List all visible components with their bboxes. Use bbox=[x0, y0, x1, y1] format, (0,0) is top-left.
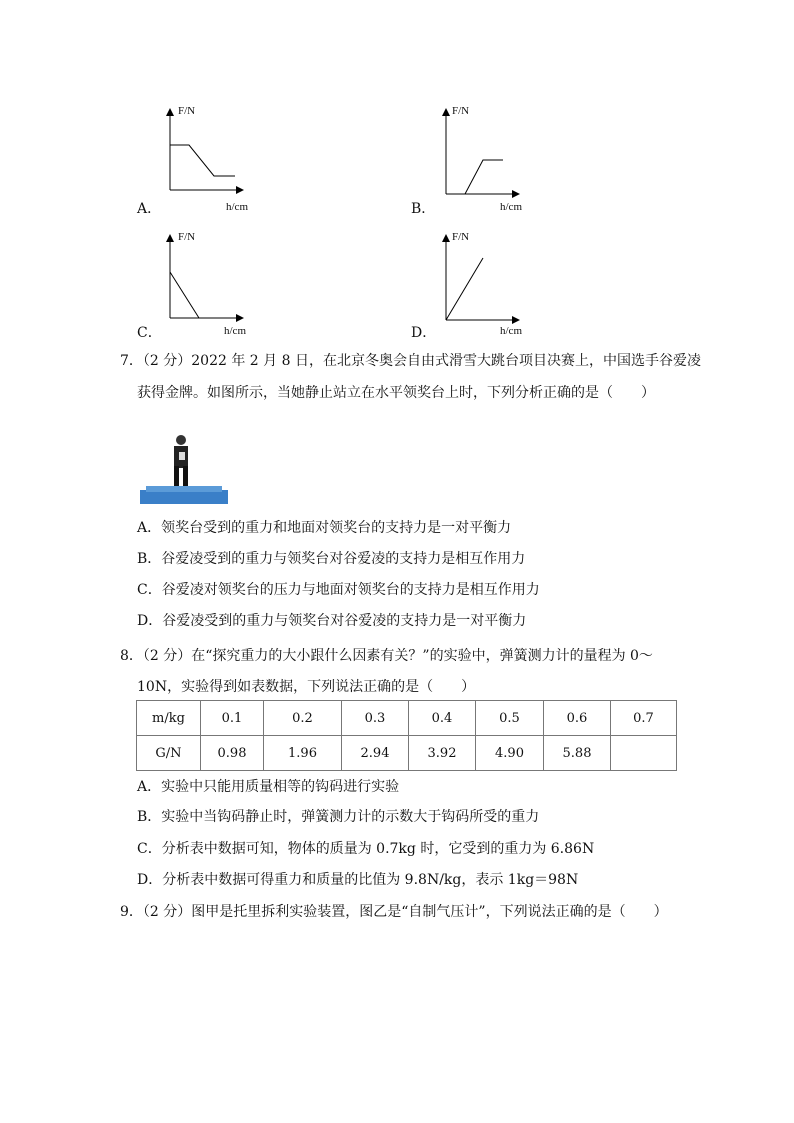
graph-c-letter: C． bbox=[137, 325, 162, 341]
table-cell bbox=[611, 736, 677, 771]
table-cell: 4.90 bbox=[476, 736, 544, 771]
q7-option-d: D．谷爱凌受到的重力与领奖台对谷爱凌的支持力是一对平衡力 bbox=[137, 613, 527, 629]
data-table bbox=[136, 700, 677, 771]
q7-option-c: C．谷爱凌对领奖台的压力与地面对领奖台的支持力是相互作用力 bbox=[137, 582, 540, 598]
graph-a-xlabel: h/cm bbox=[226, 201, 248, 213]
table-cell: 0.3 bbox=[342, 701, 409, 736]
table-cell: 0.2 bbox=[264, 701, 342, 736]
table-cell: 0.6 bbox=[544, 701, 611, 736]
graph-a bbox=[160, 100, 250, 200]
q8-option-a: A．实验中只能用质量相等的钩码进行实验 bbox=[137, 779, 400, 795]
graph-d-xlabel: h/cm bbox=[500, 325, 522, 337]
q7-option-a: A．领奖台受到的重力和地面对领奖台的支持力是一对平衡力 bbox=[137, 520, 512, 536]
graph-a-ylabel: F/N bbox=[178, 105, 196, 117]
q8-option-b: B．实验中当钩码静止时，弹簧测力计的示数大于钩码所受的重力 bbox=[137, 809, 540, 825]
q7-stem-line1: 7．（2 分）2022 年 2 月 8 日，在北京冬奥会自由式滑雪大跳台项目决赛上，中国选手谷爱凌 bbox=[120, 353, 701, 369]
table-cell: 0.7 bbox=[611, 701, 677, 736]
q8-option-d: D．分析表中数据可得重力和质量的比值为 9.8N/kg，表示 1kg＝98N bbox=[137, 872, 579, 888]
table-cell: 1.96 bbox=[264, 736, 342, 771]
table-cell: 2.94 bbox=[342, 736, 409, 771]
table-cell: m/kg bbox=[137, 701, 201, 736]
table-cell: 0.1 bbox=[201, 701, 264, 736]
graph-d-ylabel: F/N bbox=[452, 231, 470, 243]
table-cell: G/N bbox=[137, 736, 201, 771]
table-cell: 3.92 bbox=[409, 736, 476, 771]
graph-c-line bbox=[170, 272, 199, 318]
graph-c bbox=[160, 228, 250, 328]
table-cell: 0.98 bbox=[201, 736, 264, 771]
graph-d-letter: D． bbox=[411, 325, 437, 341]
graph-d bbox=[436, 228, 526, 328]
graph-b-ylabel: F/N bbox=[452, 105, 470, 117]
table-row-mass bbox=[137, 701, 677, 736]
graph-c-xlabel: h/cm bbox=[224, 325, 246, 337]
table-cell: 0.4 bbox=[409, 701, 476, 736]
graph-a-letter: A． bbox=[137, 201, 162, 217]
graph-b-xlabel: h/cm bbox=[500, 201, 522, 213]
q8-option-c: C．分析表中数据可知，物体的质量为 0.7kg 时，它受到的重力为 6.86N bbox=[137, 841, 595, 857]
q9-stem-line1: 9．（2 分）图甲是托里拆利实验装置，图乙是“自制气压计”，下列说法正确的是（ ） bbox=[120, 904, 668, 920]
graph-b-line bbox=[465, 160, 503, 194]
graph-d-line bbox=[446, 258, 483, 320]
q7-stem-line2: 获得金牌。如图所示，当她静止站立在水平领奖台上时，下列分析正确的是（ ） bbox=[137, 385, 655, 401]
q8-stem-line2: 10N，实验得到如表数据，下列说法正确的是（ ） bbox=[137, 679, 476, 695]
table-cell: 0.5 bbox=[476, 701, 544, 736]
table-row-weight bbox=[137, 736, 677, 771]
graph-a-line bbox=[170, 145, 235, 176]
graph-c-ylabel: F/N bbox=[178, 231, 196, 243]
podium-athlete-photo bbox=[138, 408, 230, 506]
q7-option-b: B．谷爱凌受到的重力与领奖台对谷爱凌的支持力是相互作用力 bbox=[137, 551, 526, 567]
table-cell: 5.88 bbox=[544, 736, 611, 771]
q8-stem-line1: 8．（2 分）在“探究重力的大小跟什么因素有关？”的实验中，弹簧测力计的量程为 0～ bbox=[120, 648, 653, 664]
graph-b bbox=[436, 100, 526, 200]
graph-b-letter: B． bbox=[411, 201, 436, 217]
